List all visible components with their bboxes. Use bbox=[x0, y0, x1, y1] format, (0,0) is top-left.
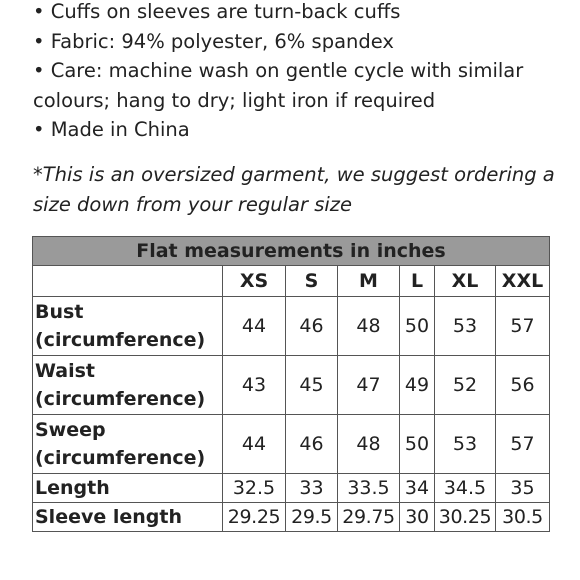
product-details-list bbox=[33, 0, 573, 145]
size-chart-table bbox=[32, 236, 550, 532]
size-header: XXL bbox=[496, 266, 550, 297]
measurement-cell: 43 bbox=[223, 356, 286, 415]
measurement-cell: 33.5 bbox=[338, 474, 400, 503]
size-header: M bbox=[338, 266, 400, 297]
measurement-cell: 52 bbox=[435, 356, 496, 415]
measurement-cell: 46 bbox=[286, 297, 338, 356]
table-row bbox=[33, 356, 550, 415]
bullet-cuffs: • Cuffs on sleeves are turn-back cuffs bbox=[33, 0, 401, 23]
size-header: L bbox=[400, 266, 435, 297]
measurement-cell: 33 bbox=[286, 474, 338, 503]
measurement-cell: 30.5 bbox=[496, 503, 550, 532]
table-title-row bbox=[33, 237, 550, 266]
measurement-cell: 53 bbox=[435, 297, 496, 356]
measurement-cell: 48 bbox=[338, 415, 400, 474]
measurement-cell: 57 bbox=[496, 415, 550, 474]
measurement-cell: 50 bbox=[400, 415, 435, 474]
measurement-cell: 47 bbox=[338, 356, 400, 415]
measurement-cell: 34 bbox=[400, 474, 435, 503]
table-title: Flat measurements in inches bbox=[33, 237, 550, 266]
table-row bbox=[33, 297, 550, 356]
measurement-cell: 32.5 bbox=[223, 474, 286, 503]
measurement-cell: 57 bbox=[496, 297, 550, 356]
measurement-cell: 44 bbox=[223, 415, 286, 474]
measurement-cell: 35 bbox=[496, 474, 550, 503]
measurement-cell: 30 bbox=[400, 503, 435, 532]
size-header: XL bbox=[435, 266, 496, 297]
bullet-origin: • Made in China bbox=[33, 118, 190, 141]
row-label: Length bbox=[33, 474, 223, 503]
measurement-cell: 50 bbox=[400, 297, 435, 356]
table-row bbox=[33, 503, 550, 532]
row-label: Waist (circumference) bbox=[33, 356, 223, 415]
measurement-cell: 48 bbox=[338, 297, 400, 356]
measurement-cell: 44 bbox=[223, 297, 286, 356]
row-label: Sweep (circumference) bbox=[33, 415, 223, 474]
bullet-care: • Care: machine wash on gentle cycle with similar colours; hang to dry; light iron if required bbox=[33, 59, 524, 112]
row-label: Sleeve length bbox=[33, 503, 223, 532]
row-label: Bust (circumference) bbox=[33, 297, 223, 356]
table-row bbox=[33, 474, 550, 503]
measurement-cell: 29.25 bbox=[223, 503, 286, 532]
measurement-cell: 49 bbox=[400, 356, 435, 415]
measurement-cell: 46 bbox=[286, 415, 338, 474]
measurement-cell: 29.75 bbox=[338, 503, 400, 532]
measurement-cell: 30.25 bbox=[435, 503, 496, 532]
size-header: S bbox=[286, 266, 338, 297]
size-header: XS bbox=[223, 266, 286, 297]
header-empty-cell bbox=[33, 266, 223, 297]
oversized-note: *This is an oversized garment, we suggest ordering a size down from your regular size bbox=[33, 163, 555, 216]
measurement-cell: 53 bbox=[435, 415, 496, 474]
size-header-row bbox=[33, 266, 550, 297]
bullet-fabric: • Fabric: 94% polyester, 6% spandex bbox=[33, 29, 394, 53]
measurement-cell: 29.5 bbox=[286, 503, 338, 532]
measurement-cell: 45 bbox=[286, 356, 338, 415]
table-row bbox=[33, 415, 550, 474]
measurement-cell: 56 bbox=[496, 356, 550, 415]
measurement-cell: 34.5 bbox=[435, 474, 496, 503]
